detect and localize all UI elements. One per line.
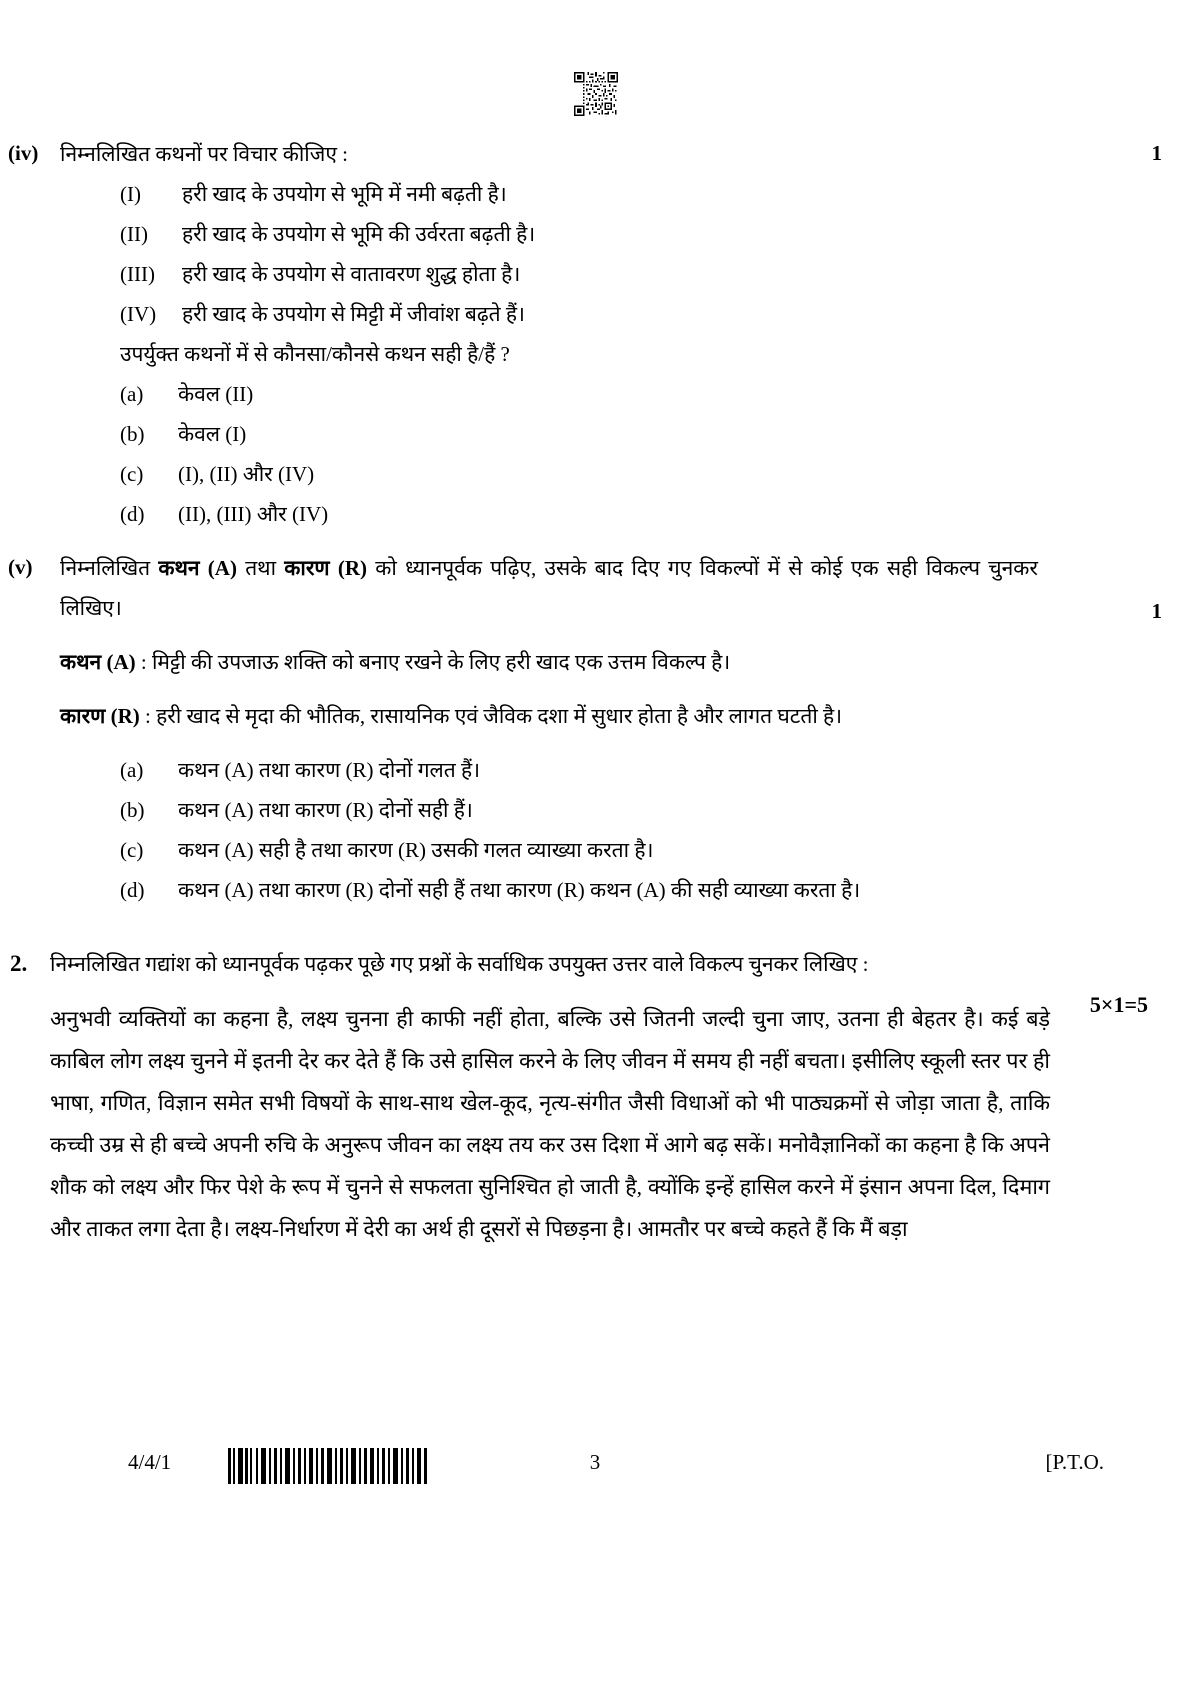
statement-text: हरी खाद के उपयोग से मिट्टी में जीवांश बढ़ते हैं।: [182, 302, 525, 326]
prompt-part-2: तथा: [236, 556, 285, 580]
option-label: (c): [120, 838, 144, 862]
question-iv: [0, 134, 1190, 534]
question-iv-marker: (iv): [8, 141, 39, 165]
question-v-options: [60, 750, 1038, 910]
page-footer: [0, 1448, 1190, 1508]
statement-label: (I): [120, 182, 141, 206]
option-text: केवल (II): [178, 382, 254, 406]
option-item[interactable]: [120, 414, 1190, 454]
question-v-marks: 1: [1151, 599, 1162, 623]
question-2-marks: 5×1=5: [1089, 992, 1148, 1017]
question-iv-options: [60, 374, 1190, 534]
question-2-prompt: निम्नलिखित गद्यांश को ध्यानपूर्वक पढ़कर पूछे गए प्रश्नों के सर्वाधिक उपयुक्त उत्तर वाले विकल्प चुनकर लिखिए :: [50, 952, 869, 976]
assertion-ref: कथन (A): [158, 556, 237, 580]
option-label: (a): [120, 758, 144, 782]
assertion-block: [60, 642, 1038, 682]
statement-text: हरी खाद के उपयोग से वातावरण शुद्ध होता है।: [182, 262, 521, 286]
reason-label: कारण (R): [60, 704, 140, 728]
option-text: केवल (I): [178, 422, 247, 446]
statement-text: हरी खाद के उपयोग से भूमि में नमी बढ़ती है।: [182, 182, 507, 206]
reason-text: : हरी खाद से मृदा की भौतिक, रासायनिक एवं जैविक दशा में सुधार होता है और लागत घटती है।: [139, 704, 843, 728]
statement-text: हरी खाद के उपयोग से भूमि की उर्वरता बढ़ती है।: [182, 222, 536, 246]
question-iv-marks: 1: [1151, 141, 1162, 165]
option-item[interactable]: [120, 870, 1038, 910]
statement-item: [120, 214, 1190, 254]
option-label: (c): [120, 462, 144, 486]
statement-label: (III): [120, 262, 155, 286]
option-item[interactable]: [120, 454, 1190, 494]
option-item[interactable]: [120, 830, 1038, 870]
option-item[interactable]: [120, 750, 1038, 790]
question-2-passage: अनुभवी व्यक्तियों का कहना है, लक्ष्य चुनना ही काफी नहीं होता, बल्कि उसे जितनी जल्दी चुना जाए, उतना ही बेहतर है। कई बड़े काबिल लोग लक्ष्य चुनने में इतनी देर कर देते हैं कि उसे हासिल करने के लिए जीवन में समय ही नहीं बचता। इसीलिए स्कूली स्तर पर ही भाषा, गणित, विज्ञान समेत सभी विषयों के साथ-साथ खेल-कूद, नृत्य-संगीत जैसी विधाओं को भी पाठ्यक्रमों से जोड़ा जाता है, ताकि कच्ची उम्र से ही बच्चे अपनी रुचि के अनुरूप जीवन का लक्ष्य तय कर उस दिशा में आगे बढ़ सकें। मनोवैज्ञानिकों का कहना है कि अपने शौक को लक्ष्य और फिर पेशे के रूप में चुनने से सफलता सुनिश्चित हो जाती है, क्योंकि इन्हें हासिल करने में इंसान अपना दिल, दिमाग और ताकत लगा देता है। लक्ष्य-निर्धारण में देरी का अर्थ ही दूसरों से पिछड़ना है। आमतौर पर बच्चे कहते हैं कि मैं बड़ा: [50, 1007, 1050, 1241]
statement-label: (IV): [120, 302, 157, 326]
option-item[interactable]: [120, 374, 1190, 414]
page-number: 3: [589, 1450, 601, 1474]
option-text: कथन (A) तथा कारण (R) दोनों सही हैं तथा कारण (R) कथन (A) की सही व्याख्या करता है।: [178, 878, 861, 902]
option-text: कथन (A) सही है तथा कारण (R) उसकी गलत व्याख्या करता है।: [178, 838, 654, 862]
paper-code: 4/4/1: [128, 1450, 172, 1474]
question-2-marker: 2.: [10, 951, 28, 976]
pto-label: [P.T.O.: [1045, 1450, 1104, 1474]
option-text: (II), (III) और (IV): [178, 502, 329, 526]
statement-item: [120, 174, 1190, 214]
option-label: (b): [120, 798, 145, 822]
reason-ref: कारण (R): [284, 556, 368, 580]
statement-label: (II): [120, 222, 148, 246]
question-v-marker: (v): [8, 555, 33, 579]
option-label: (b): [120, 422, 145, 446]
question-v: [0, 548, 1190, 910]
option-text: कथन (A) तथा कारण (R) दोनों गलत हैं।: [178, 758, 481, 782]
option-label: (d): [120, 502, 145, 526]
statement-item: [120, 254, 1190, 294]
qr-code-icon: [574, 72, 618, 116]
option-label: (d): [120, 878, 145, 902]
prompt-part-1: निम्नलिखित: [60, 556, 159, 580]
option-text: कथन (A) तथा कारण (R) दोनों सही हैं।: [178, 798, 473, 822]
assertion-text: : मिट्टी की उपजाऊ शक्ति को बनाए रखने के लिए हरी खाद एक उत्तम विकल्प है।: [135, 650, 731, 674]
assertion-label: कथन (A): [60, 650, 136, 674]
question-iv-prompt: निम्नलिखित कथनों पर विचार कीजिए :: [60, 142, 349, 166]
prompt-part-3: को ध्यानपूर्वक पढ़िए, उसके बाद दिए गए विकल्पों में से कोई एक सही विकल्प चुनकर लिखिए।: [60, 556, 1038, 620]
option-text: (I), (II) और (IV): [178, 462, 315, 486]
question-2: [0, 944, 1190, 1250]
question-content: [0, 134, 1190, 1250]
option-label: (a): [120, 382, 144, 406]
question-iv-statements: [60, 174, 1190, 334]
option-item[interactable]: [120, 494, 1190, 534]
question-iv-ask: उपर्युक्त कथनों में से कौनसा/कौनसे कथन सही है/हैं ?: [120, 342, 510, 366]
reason-block: [60, 696, 1038, 736]
question-v-prompt: [60, 548, 1038, 628]
statement-item: [120, 294, 1190, 334]
option-item[interactable]: [120, 790, 1038, 830]
